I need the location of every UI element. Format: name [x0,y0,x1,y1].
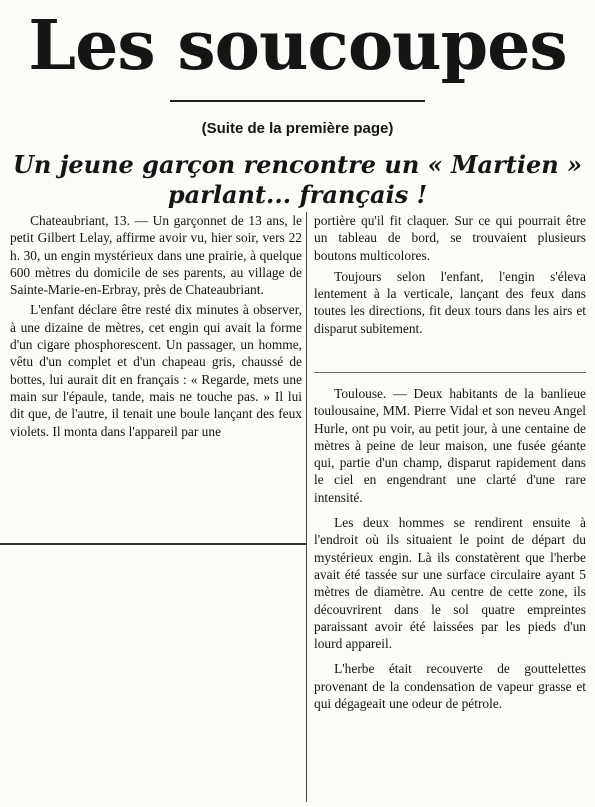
headline: Les soucoupes [28,6,567,86]
section-divider [314,372,586,373]
paragraph: portière qu'il fit claquer. Sur ce qui pourrait être un tableau de bord, se trouvaient plusieurs boutons multicolores. [314,213,586,263]
continued-note: (Suite de la première page) [201,120,394,137]
subhead-line-1: Un jeune garçon rencontre un « Martien » [12,150,583,179]
article-right-column-bottom [314,385,586,712]
paragraph: L'herbe était recouverte de gouttelettes provenant de la condensation de vapeur grasse et qui dégageait une odeur de pétrole. [314,661,586,712]
column-divider [306,212,307,802]
paragraph: Chateaubriant, 13. — Un garçonnet de 13 ans, le petit Gilbert Lelay, affirme avoir vu, hier soir, vers 22 h. 30, un engin mystérieux dans une prairie, à quelque 600 mètres du domicile de ses parents, au village de Sainte-Marie-en-Erbray, près de Chateaubriant. [10,213,302,298]
paragraph: Toulouse. — Deux habitants de la banlieue toulousaine, MM. Pierre Vidal et son neveu Angel Hurle, ont pu voir, au petit jour, à une centaine de mètres à peine de leur maison, une fusée géante qui, partie d'un champ, disparut rapidement dans le ciel en engendrant une clarté d'une rare intensité. [314,386,586,505]
article-right-column-top [314,212,586,337]
headline-rule [170,100,425,102]
subhead-line-2: parlant... français ! [167,180,428,209]
article-left-column [10,212,302,440]
paragraph: L'enfant déclare être resté dix minutes à observer, à une dizaine de mètres, cet engin qui avait la forme d'un cigare phosphorescent. Un passager, un homme, vêtu d'un complet et d'un chapeau gris, chaussé de bottes, lui aurait dit en français : « Regarde, mets une main sur l'épaule, tande, mais ne touche pas. » Il lui dit que, de l'autre, il tenait une boule lançant des feux violets. Il monta dans l'appareil par une [10,302,302,439]
subhead [0,150,595,210]
column-end-rule [0,543,306,545]
paragraph: Les deux hommes se rendirent ensuite à l'endroit où ils situaient le point de départ du mystérieux engin. Là ils constatèrent que l'herbe avait été tassée sur une surface circulaire ayant 5 mètres de diamètre. Au centre de cette zone, ils découvrirent dans le sol quatre empreintes paraissant avoir été laissées par les pieds d'un lourd appareil. [314,515,586,652]
paragraph: Toujours selon l'enfant, l'engin s'éleva lentement à la verticale, lançant des feux dans toutes les directions, fit deux tours dans les airs et disparut subitement. [314,268,586,336]
